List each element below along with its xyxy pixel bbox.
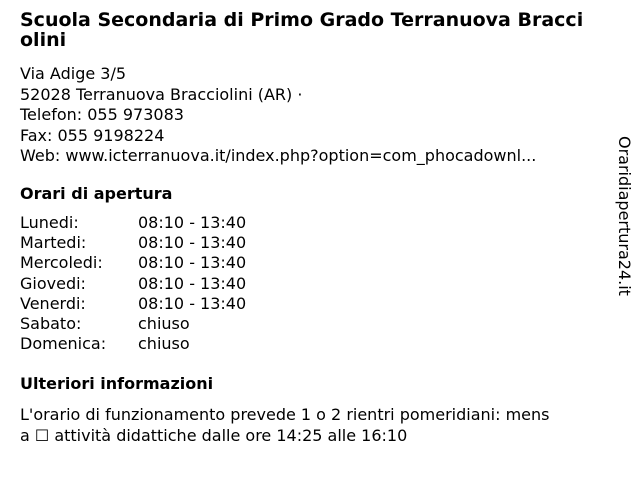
day-label: Martedi: (20, 233, 87, 253)
street-address: Via Adige 3/5 (20, 64, 127, 83)
time-value: 08:10 - 13:40 (138, 273, 247, 293)
info-line: a ☐ attività didattiche dalle ore 14:25 alle 16:10 (20, 426, 408, 445)
time-value: 08:10 - 13:40 (138, 233, 247, 253)
day-label: Giovedi: (20, 273, 86, 293)
opening-hours-heading: Orari di apertura (20, 184, 173, 203)
time-value: chiuso (138, 313, 190, 333)
website-link[interactable]: Web: www.icterranuova.it/index.php?option=com_phocadownl... (20, 146, 537, 165)
time-value: 08:10 - 13:40 (138, 213, 247, 232)
time-value: chiuso (138, 334, 190, 354)
school-name: Scuola Secondaria di Primo Grado Terranuova Bracciolini (20, 9, 584, 51)
brand-watermark: Oraridiapertura24.it (615, 136, 634, 296)
day-label: Mercoledi: (20, 253, 103, 273)
info-line: L'orario di funzionamento prevede 1 o 2 rientri pomeridiani: mens (20, 405, 550, 424)
time-value: 08:10 - 13:40 (138, 253, 247, 273)
day-label: Venerdi: (20, 293, 86, 313)
day-label: Domenica: (20, 334, 107, 354)
city-address: 52028 Terranuova Bracciolini (AR) · (20, 84, 303, 104)
day-label: Sabato: (20, 313, 82, 333)
contact-block (20, 64, 600, 167)
day-label: Lunedi: (20, 213, 79, 232)
time-value: 08:10 - 13:40 (138, 293, 247, 313)
additional-info-heading: Ulteriori informazioni (20, 374, 214, 393)
phone-number: Telefon: 055 973083 (20, 105, 184, 124)
fax-number: Fax: 055 9198224 (20, 125, 165, 145)
additional-info-text (20, 404, 610, 446)
